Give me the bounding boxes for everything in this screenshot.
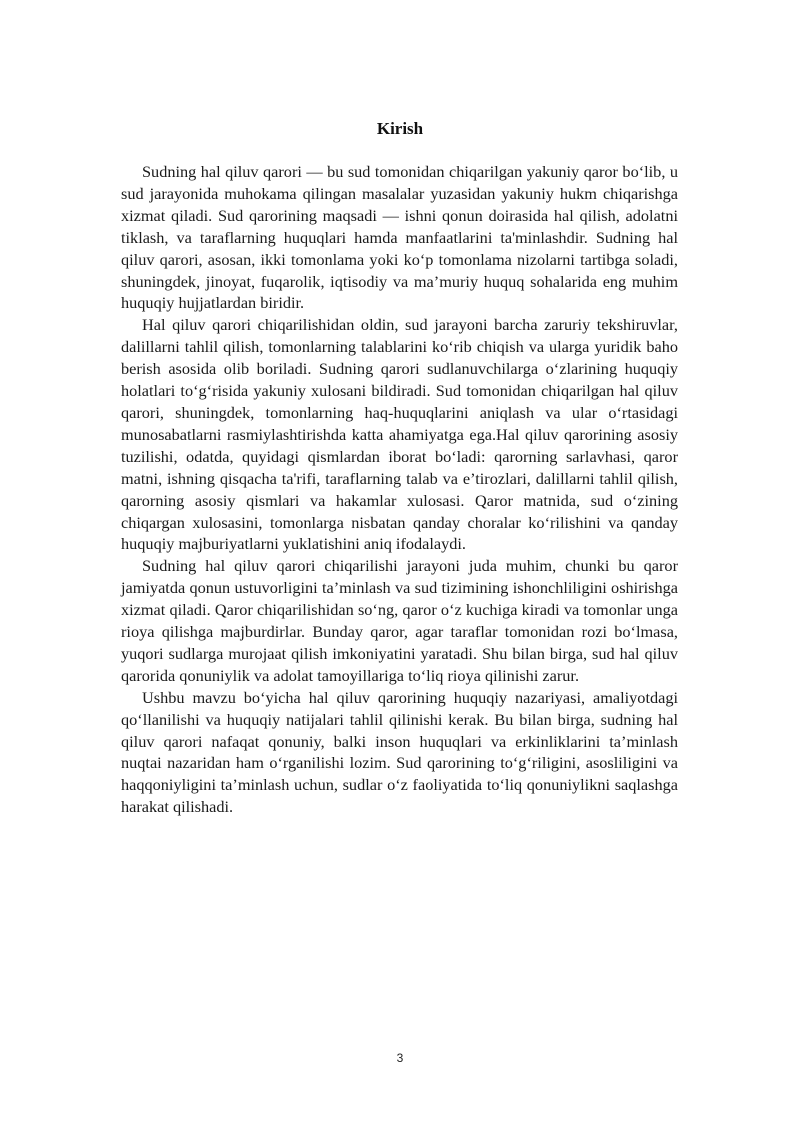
paragraph-2: Hal qiluv qarori chiqarilishidan oldin, sud jarayoni barcha zaruriy tekshiruvlar, dalillarni tahlil qilish, tomonlarning talablarini ko‘rib chiqish va ularga yuridik baho berish asosida olib boriladi. Sudning qarori sudlanuvchilarga o‘zlarining huquqiy holatlari to‘g‘risida yakuniy xulosani bildiradi. Sud tomonidan chiqarilgan hal qiluv qarori, shuningdek, tomonlarning haq-huquqlarini aniqlash va ular o‘rtasidagi munosabatlarni rasmiylashtirishda katta ahamiyatga ega.Hal qiluv qarorining asosiy tuzilishi, odatda, quyidagi qismlardan iborat bo‘ladi: qarorning sarlavhasi, qaror matni, ishning qisqacha ta'rifi, taraflarning talab va e’tirozlari, dalillarni tahlil qilish, qarorning asosiy qismlari va hakamlar xulosasi. Qaror matnida, sud o‘zining chiqargan xulosasini, tomonlarga nisbatan qanday choralar ko‘rilishini va qanday huquqiy majburiyatlarni yuklatishini aniq ifodalaydi. [121, 315, 678, 554]
body-text [121, 161, 678, 818]
page-number: 3 [396, 1051, 404, 1065]
paragraph-4: Ushbu mavzu bo‘yicha hal qiluv qarorining huquqiy nazariyasi, amaliyotdagi qo‘llanilishi va huquqiy natijalari tahlil qilinishi kerak. Bu bilan birga, sudning hal qiluv qarori nafaqat qonuniy, balki inson huquqlari va erkinliklarini ta’minlash nuqtai nazaridan ham o‘rganilishi lozim. Sud qarorining to‘g‘riligini, asosliligini va haqqoniyligini ta’minlash uchun, sudlar o‘z faoliyatida to‘liq qonuniylikni saqlashga harakat qilishadi. [121, 687, 678, 817]
page-title: Kirish [376, 119, 424, 138]
paragraph-3: Sudning hal qiluv qarori chiqarilishi jarayoni juda muhim, chunki bu qaror jamiyatda qonun ustuvorligini ta’minlash va sud tizimining ishonchliligini oshirishga xizmat qiladi. Qaror chiqarilishidan so‘ng, qaror o‘z kuchiga kiradi va tomonlar unga rioya qilishga majburdirlar. Bunday qaror, agar taraflar tomonidan rozi bo‘lmasa, yuqori sudlarga murojaat qilish imkoniyatini yaratadi. Shu bilan birga, sud hal qiluv qarorida qonuniylik va adolat tamoyillariga to‘liq rioya qilinishi zarur. [121, 556, 678, 685]
paragraph-1: Sudning hal qiluv qarori — bu sud tomonidan chiqarilgan yakuniy qaror bo‘lib, u sud jarayonida muhokama qilingan masalalar yuzasidan yakuniy hukm chiqarishga xizmat qiladi. Sud qarorining maqsadi — ishni qonun doirasida hal qilish, adolatni tiklash, va taraflarning huquqlari hamda manfaatlarini ta'minlashdir. Sudning hal qiluv qarori, asosan, ikki tomonlama yoki ko‘p tomonlama nizolarni tartibga soladi, shuningdek, jinoyat, fuqarolik, iqtisodiy va ma’muriy huquq sohalarida eng muhim huquqiy hujjatlardan biridir. [121, 162, 678, 313]
